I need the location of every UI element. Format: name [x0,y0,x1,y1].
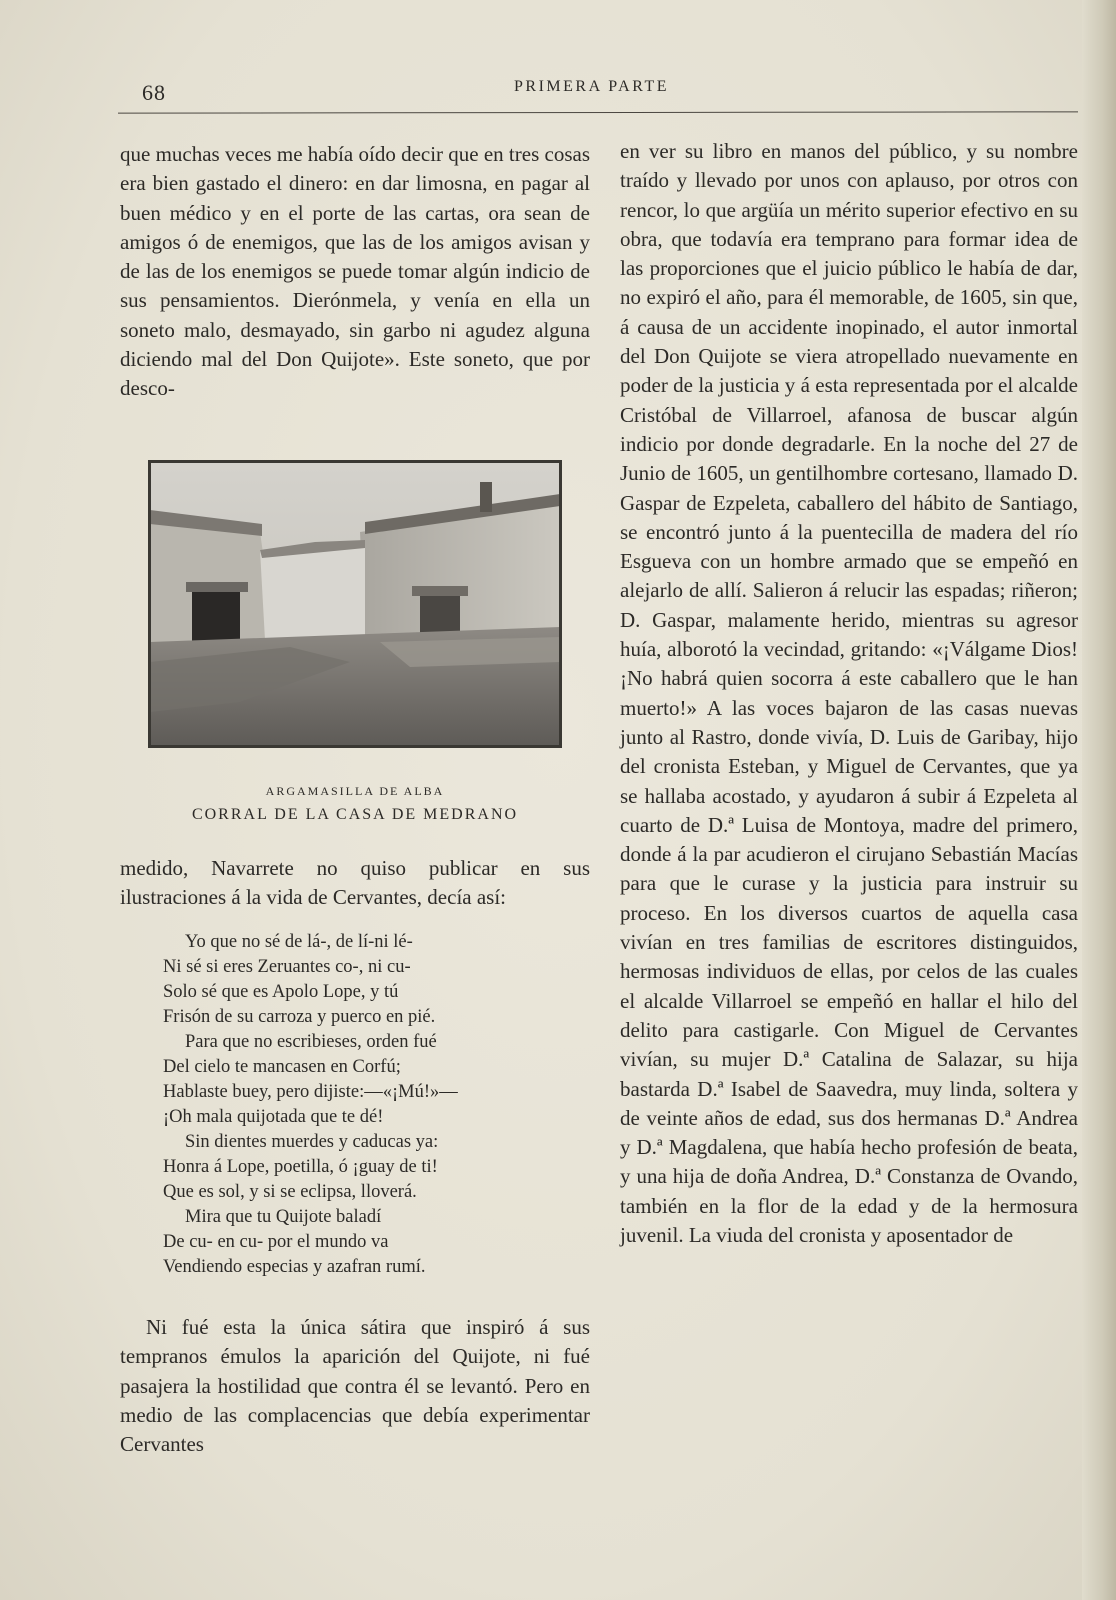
poem-line: Vendiendo especias y azafran rumí. [163,1257,426,1277]
poem-line: Solo sé que es Apolo Lope, y tú [163,982,399,1002]
poem-line: De cu- en cu- por el mundo va [163,1232,389,1252]
right-column [620,137,1078,1250]
figure-caption-line1: ARGAMASILLA DE ALBA [265,784,445,798]
poem-line: Mira que tu Quijote baladí [185,1207,382,1227]
right-column-paragraph: en ver su libro en manos del público, y su nombre traído y llevado por unos con aplauso, por otros con rencor, lo que argüía un mérito superior efectivo en su obra, que todavía era temprano para formar idea de las proporciones que el juicio público le había de dar, no expiró el año, para él memorable, de 1605, sin que, á causa de un accidente inopinado, el autor inmortal del Don Quijote se viera atropellado nuevamente en poder de la justicia y á esta representada por el alcalde Cristóbal de Villarroel, afanosa de buscar algún indicio por donde degradarle. En la noche del 27 de Junio de 1605, un gentilhombre cortesano, llamado D. Gaspar de Ezpeleta, caballero del hábito de Santiago, se encontró junto á la puentecilla de madera del río Esgueva con un hombre armado que se empeñó en alejarlo de allí. Salieron á relucir las espadas; riñeron; D. Gaspar, malamente herido, mientras su agresor huía, alborotó la vecindad, gritando: «¡Válgame Dios! ¡No habrá quien socorra á este caballero que le han muerto!» A las voces bajaron de las casas nuevas junto al Rastro, donde vivía, D. Luis de Garibay, hijo del cronista Esteban, y Miguel de Cervantes, que ya se hallaba acostado, y ayudaron á subir á Ezpeleta al cuarto de D.ª Luisa de Montoya, madre del primero, donde á la par acudieron el cirujano Sebastián Macías para que le curase y la justicia para instruir su proceso. En los diversos cuartos de aquella casa vivían en tres familias de escritores distinguidos, hermosas individuos de ellas, por celos de las cuales el alcalde Villarroel se empeñó en hallar el hilo del delito para castigarle. Con Miguel de Cervantes vivían, su mujer D.ª Catalina de Salazar, su hija bastarda D.ª Isabel de Saavedra, muy linda, soltera y de veinte años de edad, sus dos hermanas D.ª Andrea y D.ª Magdalena, que había hecho profesión de beata, y una hija de doña Andrea, D.ª Constanza de Ovando, también en la flor de la edad y de la hermosura juvenil. La viuda del cronista y aposentador de [620,139,1078,1247]
sonnet [163,930,593,1280]
left-mid-paragraph: medido, Navarrete no quiso publicar en sus ilustraciones á la vida de Cervantes, decía así: [120,856,590,910]
left-column-top [120,140,590,404]
poem-line: Para que no escribieses, orden fué [185,1032,437,1052]
courtyard-photo-illustration [150,462,560,746]
poem-line: Del cielo te mancasen en Corfú; [163,1057,401,1077]
poem-line: Que es sol, y si se eclipsa, lloverá. [163,1182,417,1202]
poem-line: ¡Oh mala quijotada que te dé! [163,1107,384,1127]
poem-line: Frisón de su carroza y puerco en pié. [163,1007,436,1027]
courtyard-photo [148,460,562,748]
poem-line: Hablaste buey, pero dijiste:—«¡Mú!»— [163,1082,458,1102]
poem-line: Honra á Lope, poetilla, ó ¡guay de ti! [163,1157,438,1177]
page-number: 68 [142,80,166,105]
left-column-bottom [120,1313,590,1459]
poem-line: Sin dientes muerdes y caducas ya: [185,1132,439,1152]
running-title: PRIMERA PARTE [514,78,669,95]
left-bottom-paragraph: Ni fué esta la única sátira que inspiró á sus tempranos émulos la aparición del Quijote, ni fué pasajera la hostilidad que contra él se levantó. Pero en medio de las complacencias que debía experimentar Cervantes [120,1315,590,1457]
figure-caption-line2: CORRAL DE LA CASA DE MEDRANO [191,806,519,823]
poem-line: Yo que no sé de lá-, de lí-ni lé- [185,932,413,952]
page-edge [1082,0,1116,1600]
left-top-paragraph: que muchas veces me había oído decir que en tres cosas era bien gastado el dinero: en dar limosna, en pagar al buen médico y en el porte de las cartas, ora sean de amigos ó de enemigos, que las de los amigos avisan y de las de los enemigos se puede tomar algún indicio de sus pensamientos. Dierónmela, y venía en ella un soneto malo, desmayado, sin garbo ni agudez alguna diciendo mal del Don Quijote». Este soneto, que por desco- [120,142,590,401]
poem-line: Ni sé si eres Zeruantes co-, ni cu- [163,957,411,977]
running-head [0,74,1116,114]
figure [148,460,564,750]
left-column-middle [120,854,590,913]
